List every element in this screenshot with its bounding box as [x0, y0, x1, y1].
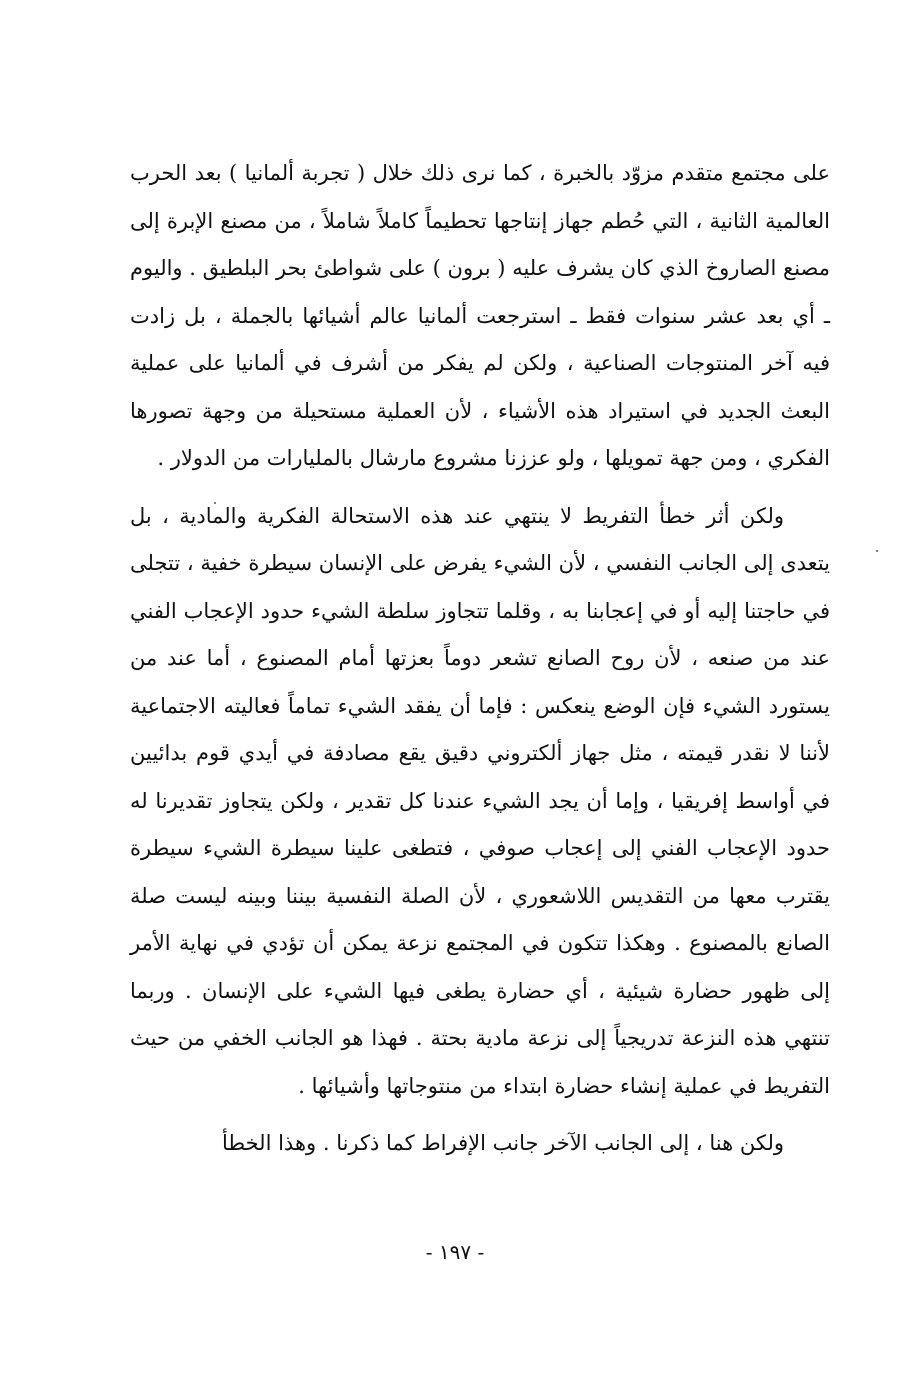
scan-speck: [876, 550, 878, 552]
paragraph-gap: [130, 483, 830, 493]
paragraph-2: ولكن أثر خطأ التفريط لا ينتهي عند هذه الاستحالة الفكرية والمادية ، بل يتعدى إلى الجانب النفسي ، لأن الشيء يفرض على الإنسان سيطرة خفية ، تتجلى في حاجتنا إليه أو في إعجابنا به ، وقلما تتجاوز سلطة الشيء حدود الإعجاب الفني عند من صنعه ، لأن روح الصانع تشعر دوماً بعزتها أمام المصنوع ، أما عند من يستورد الشيء فإن الوضع ينعكس : فإما أن يفقد الشيء تماماً فعاليته الاجتماعية لأننا لا نقدر قيمته ، مثل جهاز ألكتروني دقيق يقع مصادفة في أيدي قوم بدائيين في أواسط إفريقيا ، وإما أن يجد الشيء عندنا كل تقدير ، ولكن يتجاوز تقديرنا له حدود الإعجاب الفني إلى إعجاب صوفي ، فتطغى علينا سيطرة الشيء سيطرة يقترب معها من التقديس اللاشعوري ، لأن الصلة النفسية بيننا وبينه ليست صلة الصانع بالمصنوع . وهكذا تتكون في المجتمع نزعة يمكن أن تؤدي في نهاية الأمر إلى ظهور حضارة شيئية ، أي حضارة يطغى فيها الشيء على الإنسان . وربما تنتهي هذه النزعة تدريجياً إلى نزعة مادية بحتة . فهذا هو الجانب الخفي من حيث التفريط في عملية إنشاء حضارة ابتداء من منتوجاتها وأشيائها .: [130, 503, 830, 1098]
scan-speck: [214, 502, 216, 504]
paragraph-3: ولكن هنا ، إلى الجانب الآخر جانب الإفراط كما ذكرنا . وهذا الخطأ: [222, 1131, 784, 1155]
body-text: [130, 150, 830, 1168]
paragraph-1: على مجتمع متقدم مزوّد بالخبرة ، كما نرى ذلك خلال ( تجربة ألمانيا ) بعد الحرب العالمية الثانية ، التي حُطم جهاز إنتاجها تحطيماً كاملاً شاملاً ، من مصنع الإبرة إلى مصنع الصاروخ الذي كان يشرف عليه ( برون ) على شواطئ بحر البلطيق . واليوم ـ أي بعد عشر سنوات فقط ـ استرجعت ألمانيا عالم أشيائها بالجملة ، بل زادت فيه آخر المنتوجات الصناعية ، ولكن لم يفكر من أشرف في ألمانيا على عملية البعث الجديد في استيراد هذه الأشياء ، لأن العملية مستحيلة من وجهة تصورها الفكري ، ومن جهة تمويلها ، ولو عززنا مشروع مارشال بالمليارات من الدولار .: [130, 161, 830, 470]
page-number: - ١٩٧ -: [425, 1240, 485, 1264]
paragraph-gap: [130, 1110, 830, 1120]
